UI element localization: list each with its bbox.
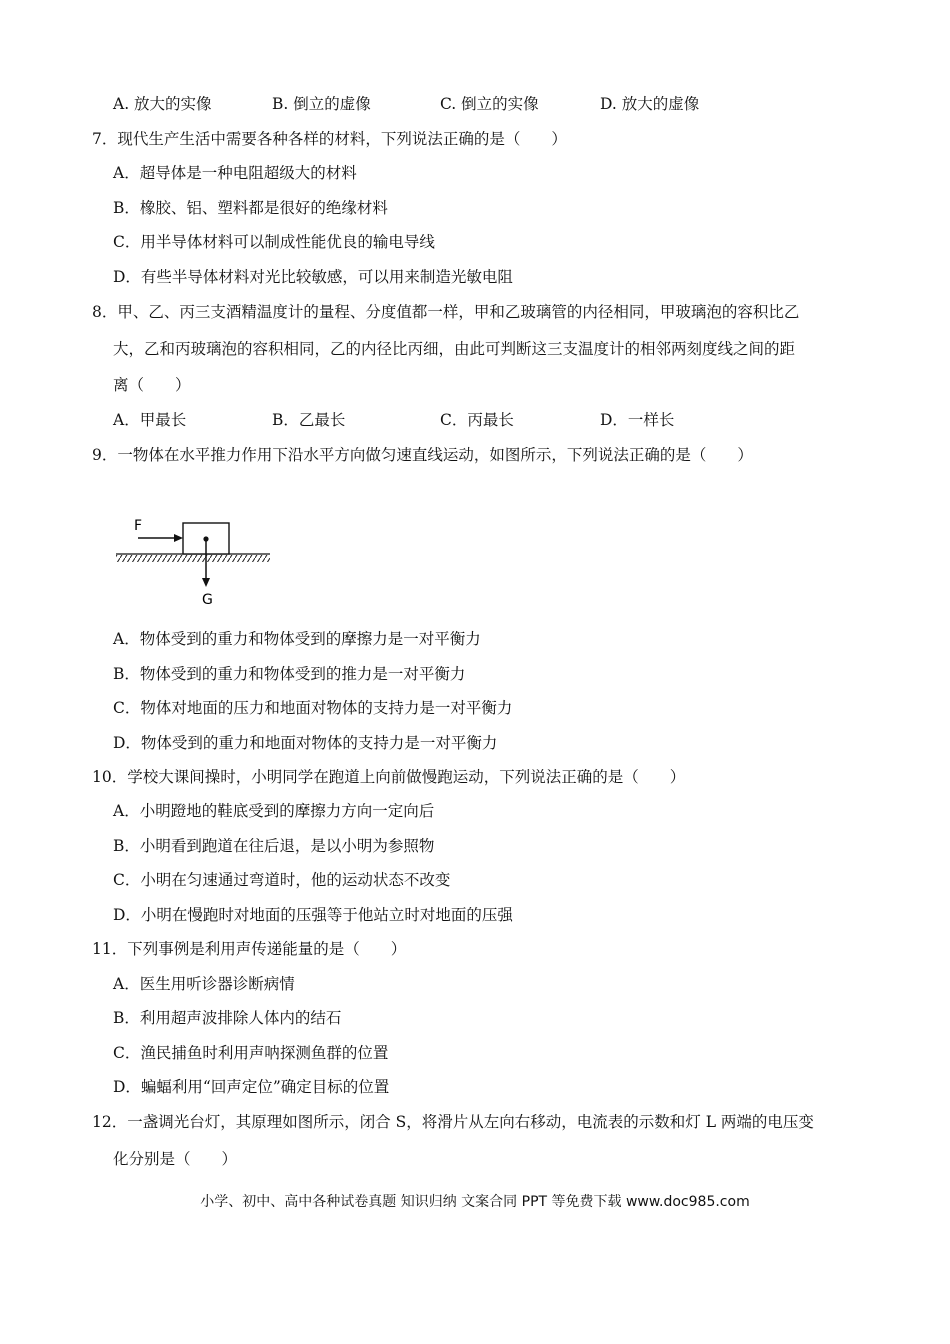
q10-option-b: B．小明看到跑道在往后退，是以小明为参照物 <box>113 837 435 855</box>
q6-option-b: B. 倒立的虚像 <box>272 95 371 113</box>
q11-option-c: C．渔民捕鱼时利用声呐探测鱼群的位置 <box>113 1044 389 1062</box>
force-label: F <box>134 518 143 534</box>
q7-option-b: B．橡胶、铝、塑料都是很好的绝缘材料 <box>113 199 388 217</box>
gravity-arrowhead <box>202 578 210 587</box>
q8-options <box>0 410 950 430</box>
q9-option-d: D．物体受到的重力和地面对物体的支持力是一对平衡力 <box>113 734 498 752</box>
q8-option-b: B．乙最长 <box>272 411 346 429</box>
q10-option-a: A．小明蹬地的鞋底受到的摩擦力方向一定向后 <box>113 802 435 820</box>
page-footer: 小学、初中、高中各种试卷真题 知识归纳 文案合同 PPT 等免费下载 www.doc985.com <box>200 1194 750 1210</box>
q6-option-a: A. 放大的实像 <box>113 95 212 113</box>
q11-option-a: A．医生用听诊器诊断病情 <box>113 975 295 993</box>
q11-stem: 11．下列事例是利用声传递能量的是（ ） <box>92 940 407 958</box>
q8-stem-line-1: 8．甲、乙、丙三支酒精温度计的量程、分度值都一样，甲和乙玻璃管的内径相同，甲玻璃泡的容积比乙 <box>92 303 800 321</box>
q10-option-d: D．小明在慢跑时对地面的压强等于他站立时对地面的压强 <box>113 906 513 924</box>
q12-stem-line-2: 化分别是（ ） <box>113 1150 238 1168</box>
gravity-label: G <box>202 592 213 608</box>
q8-stem-line-2: 大，乙和丙玻璃泡的容积相同，乙的内径比丙细，由此可判断这三支温度计的相邻两刻度线之间的距 <box>113 340 796 358</box>
q10-stem: 10．学校大课间操时，小明同学在跑道上向前做慢跑运动，下列说法正确的是（ ） <box>92 768 686 786</box>
q6-options <box>0 94 950 114</box>
q8-option-c: C．丙最长 <box>440 411 514 429</box>
q9-option-b: B．物体受到的重力和物体受到的推力是一对平衡力 <box>113 665 466 683</box>
q10-option-c: C．小明在匀速通过弯道时，他的运动状态不改变 <box>113 871 451 889</box>
q8-stem-line-3: 离（ ） <box>113 376 191 394</box>
q9-force-diagram <box>110 510 280 610</box>
q11-option-b: B．利用超声波排除人体内的结石 <box>113 1009 342 1027</box>
q9-option-c: C．物体对地面的压力和地面对物体的支持力是一对平衡力 <box>113 699 513 717</box>
ground-hatching <box>116 555 270 562</box>
q9-stem: 9．一物体在水平推力作用下沿水平方向做匀速直线运动，如图所示，下列说法正确的是（ ） <box>92 446 753 464</box>
q6-option-d: D. 放大的虚像 <box>600 95 700 113</box>
q9-option-a: A．物体受到的重力和物体受到的摩擦力是一对平衡力 <box>113 630 481 648</box>
q7-option-c: C．用半导体材料可以制成性能优良的输电导线 <box>113 233 435 251</box>
q8-option-a: A．甲最长 <box>113 411 187 429</box>
q11-option-d: D．蝙蝠利用“回声定位”确定目标的位置 <box>113 1078 390 1096</box>
q7-option-d: D．有些半导体材料对光比较敏感，可以用来制造光敏电阻 <box>113 268 513 286</box>
q12-stem-line-1: 12．一盏调光台灯，其原理如图所示，闭合 S，将滑片从左向右移动，电流表的示数和灯 L 两端的电压变 <box>92 1113 814 1131</box>
push-force-arrowhead <box>174 534 183 542</box>
q7-option-a: A．超导体是一种电阻超级大的材料 <box>113 164 357 182</box>
q7-stem: 7．现代生产生活中需要各种各样的材料，下列说法正确的是（ ） <box>92 130 567 148</box>
q6-option-c: C. 倒立的实像 <box>440 95 539 113</box>
q8-option-d: D．一样长 <box>600 411 675 429</box>
